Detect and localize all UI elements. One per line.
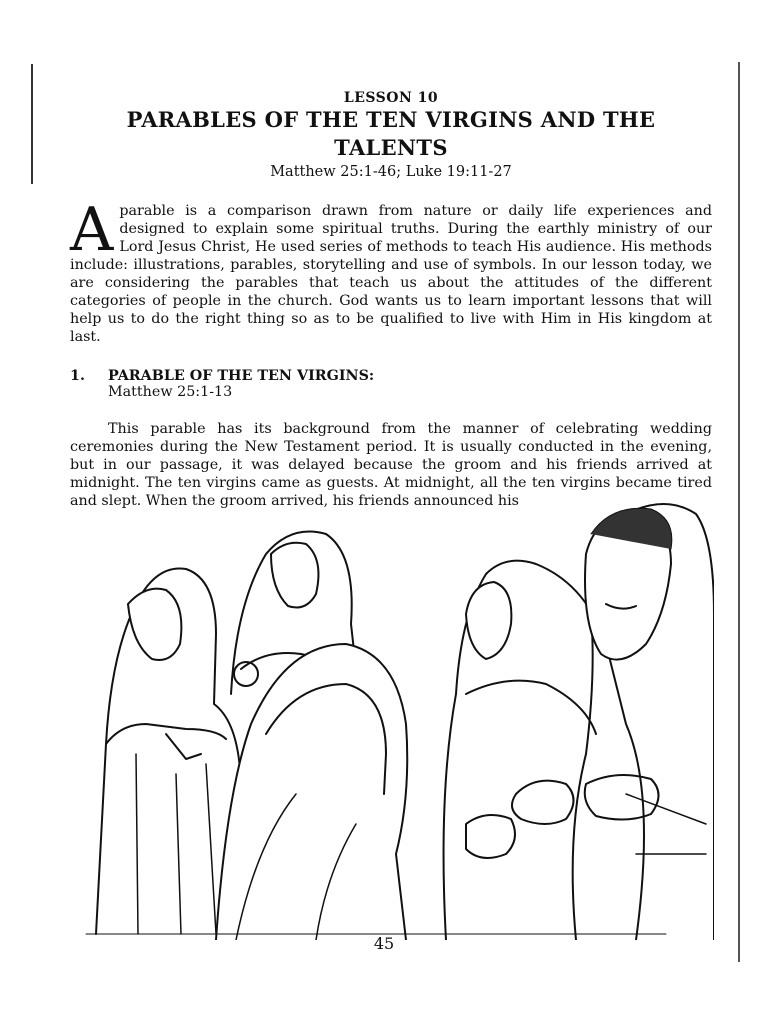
lesson-scripture: Matthew 25:1-46; Luke 19:11-27 xyxy=(270,164,512,180)
section-number: 1. xyxy=(70,368,85,384)
section-paragraph: This parable has its background from the manner of celebrating wedding ceremonies during the New Testament period. It is usually conducted in the evening, but in our passage, it was delayed because the groom and his friends arrived at midnight. The ten virgins came as guests. At midnight, all the ten virgins became tired and slept. When the groom arrived, his friends announced his xyxy=(70,421,712,509)
intro-text: parable is a comparison drawn from nature or daily life experiences and designed to explain some spiritual truths. During the earthly ministry of our Lord Jesus Christ, He used series of methods to teach His audience. His methods include: illustrations, parables, storytelling and use of symbols. In our lesson today, we are considering the parables that teach us about the attitudes of the different categories of people in the church. God wants us to learn important lessons that will help us to do the right thing so as to be qualified to live with Him in His kingdom at last. xyxy=(70,203,712,345)
intro-paragraph xyxy=(70,195,712,346)
lesson-number: LESSON 10 xyxy=(343,90,439,106)
lesson-title: PARABLES OF THE TEN VIRGINS AND THE TALENTS xyxy=(126,107,656,160)
page-edge-right xyxy=(738,62,740,962)
drop-cap: A xyxy=(70,195,114,265)
section-reference: Matthew 25:1-13 xyxy=(108,384,233,400)
page-number: 45 xyxy=(373,934,395,953)
section-title: PARABLE OF THE TEN VIRGINS: xyxy=(108,368,375,384)
ten-virgins-illustration xyxy=(66,494,714,940)
page-edge-left xyxy=(31,64,33,184)
section-heading xyxy=(70,368,712,384)
page-content xyxy=(70,86,712,510)
